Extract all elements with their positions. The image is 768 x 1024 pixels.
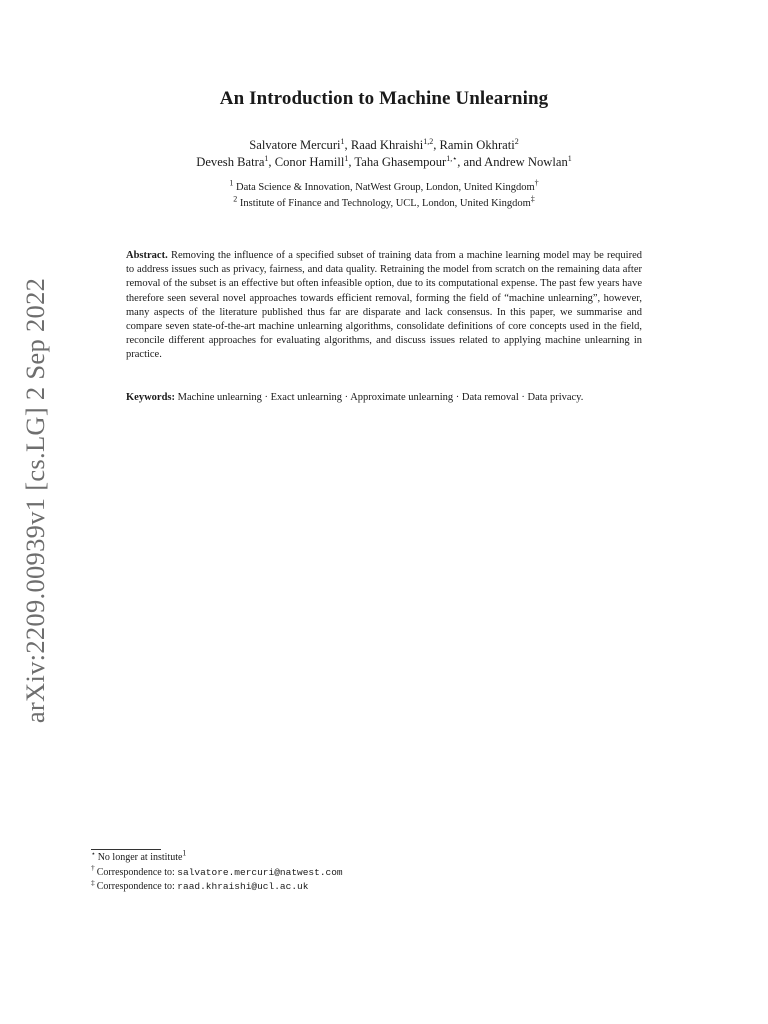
author-name: Devesh Batra — [196, 155, 265, 169]
keywords-label: Keywords: — [126, 392, 175, 403]
arxiv-identifier-text: arXiv:2209.00939v1 [cs.LG] 2 Sep 2022 — [20, 277, 51, 723]
author-list — [0, 137, 768, 171]
affiliation-number: 1 — [229, 178, 234, 188]
affiliation-text: Data Science & Innovation, NatWest Group, London, United Kingdom — [235, 182, 535, 193]
author-affiliation-sup: 1 — [340, 136, 345, 146]
author-line-2: Devesh Batra$^1$, Conor Hamill$^1$, Taha Ghasempour$^{1,⋆}$, and Andrew Nowlan$^1$ — [196, 153, 572, 169]
affiliation-item — [0, 196, 768, 212]
footnote-list — [91, 848, 343, 895]
footnote-item — [91, 848, 343, 866]
footnote-email-link[interactable]: salvatore.mercuri@natwest.com — [177, 866, 343, 878]
author-name: and Andrew Nowlan — [463, 155, 568, 169]
author-name: Conor Hamill — [274, 155, 345, 169]
author-affiliation-sup: 1 — [567, 153, 572, 163]
author-affiliation-sup: 1 — [344, 153, 349, 163]
footnote-text: No longer at institute — [97, 852, 183, 863]
affiliation-number: 2 — [233, 194, 238, 203]
footnote-text: Correspondence to: — [96, 881, 178, 892]
author-name: Raad Khraishi — [350, 138, 424, 152]
footnote-text: Correspondence to: — [96, 866, 178, 878]
keywords-block — [126, 391, 642, 405]
paper-title: An Introduction to Machine Unlearning — [219, 88, 549, 109]
arxiv-identifier-stamp — [14, 277, 58, 723]
author-name: Salvatore Mercuri — [249, 138, 341, 152]
author-affiliation-sup: 1,2 — [423, 136, 434, 146]
footnote-mark: ⋆ — [91, 848, 96, 858]
author-affiliation-sup: 1,⋆ — [446, 153, 458, 163]
author-name: Ramin Okhrati — [439, 138, 515, 152]
affiliation-list — [0, 180, 768, 211]
footnote-divider — [91, 849, 161, 850]
footnote-mark: ‡ — [91, 877, 95, 887]
author-affiliation-sup: 1 — [264, 153, 269, 163]
footnote-sup: 1 — [182, 848, 187, 858]
footnote-mark: † — [91, 863, 95, 873]
affiliation-text: Institute of Finance and Technology, UCL, London, United Kingdom — [239, 197, 531, 209]
affiliation-item — [0, 180, 768, 196]
author-line-1: Salvatore Mercuri$^1$, Raad Khraishi$^{1,2}$, Ramin Okhrati$^2$ — [249, 136, 519, 152]
abstract-text: Removing the influence of a specified subset of training data from a machine learning model may be required to address issues such as privacy, fairness, and data quality. Retraining the model from scratch on the remaining data after removal of the subset is an effective but often infeasible option, due to its computational expense. The past few years have therefore seen several novel approaches towards efficient removal, forming the field of “machine unlearning”, however, many aspects of the literature published thus far are disparate and lack consensus. In this paper, we summarise and compare seven state-of-the-art machine unlearning algorithms, consolidate definitions of core concepts used in the field, reconcile different approaches for evaluating algorithms, and discuss issues related to applying machine unlearning in practice. — [126, 250, 643, 361]
author-name: Taha Ghasempour — [354, 155, 447, 169]
footnote-item — [91, 863, 343, 881]
affiliation-mark: ‡ — [530, 194, 535, 203]
abstract-label: Abstract. — [126, 250, 168, 261]
footnote-email-link[interactable]: raad.khraishi@ucl.ac.uk — [177, 881, 309, 892]
keywords-text: Machine unlearning · Exact unlearning · Approximate unlearning · Data removal · Data privacy. — [177, 392, 584, 403]
author-affiliation-sup: 2 — [514, 136, 519, 146]
footnote-item — [91, 877, 343, 895]
affiliation-mark: † — [534, 178, 539, 188]
abstract-block — [126, 249, 642, 363]
